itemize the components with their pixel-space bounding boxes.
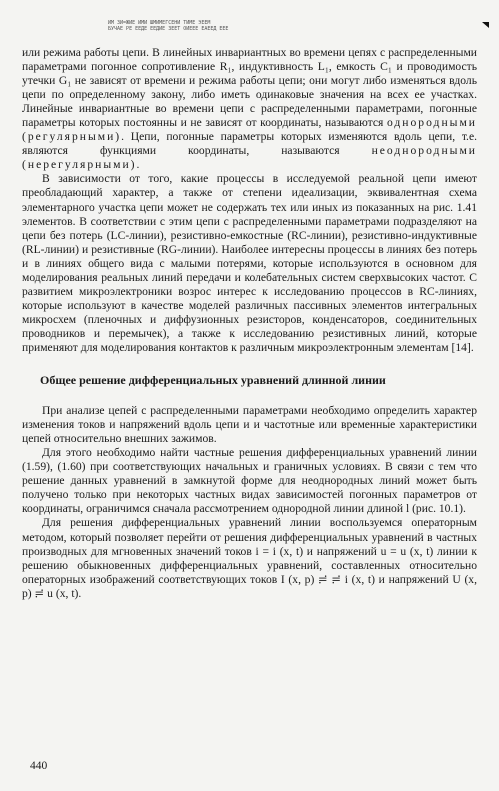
corner-mark-icon [482, 22, 489, 28]
paragraph-1-text: или режима работы цепи. В линейных инвариантных во времени цепях с распределенными параметрами погонное сопротивление R₁, индуктивность L₁, емкость C₁ и проводимость утечки G₁ не зависят от времени и режима работы цепи; они могут либо изменяться вдоль цепи по определенному закону, либо иметь одинаковые значения на всех ее участках. Линейные инвариантные во времени цепи с распределенными параметрами, погонные параметры которых постоянны и не зависят от координаты, называются [22, 46, 477, 130]
term-nonuniform: неоднородными (нерегулярными) [22, 144, 477, 172]
paragraph-5: Для решения дифференциальных уравнений линии воспользуемся операторным методом, который позволяет перейти от решения дифференциальных уравнений в частных производных для мгновенных значений токов i = i (x, t) и напряжений u = u (x, t) линии к решению обыкновенных дифференциальных уравнений, составленных относительно операторных изображений соответствующих токов I (x, p) ≓ ≓ i (x, t) и напряжений U (x, p) ≓ u (x, t). [22, 516, 477, 600]
stamp-line-1: ИМ ЗИ=ЖИЕ ИМИ ШМИМЕГСЕНИ ТИМЕ ЭЕЕМ [108, 20, 211, 26]
paragraph-1 [22, 46, 477, 172]
library-stamp [108, 20, 228, 32]
term-uniform: однородными (регулярными) [22, 116, 477, 144]
page-body [22, 46, 477, 601]
paragraph-4: Для этого необходимо найти частные решения дифференциальных уравнений линии (1.59), (1.60) при соответствующих начальных и граничных условиях. В связи с тем что решение данных уравнений в замкнутой форме для неоднородных линий может быть получено только при некоторых частных видах зависимостей погонных параметров от координаты, ограничимся сначала рассмотрением однородной линии длиной l (рис. 10.1). [22, 446, 477, 516]
paragraph-2: В зависимости от того, какие процессы в исследуемой реальной цепи имеют преобладающий характер, а также от степени идеализации, эквивалентная схема элементарного участка цепи может не содержать тех или иных из показанных на рис. 1.41 элементов. В соответствии с этим цепи с распределенными параметрами подразделяют на цепи без потерь (LC-линии), резистивно-емкостные (RC-линии), резистивно-индуктивные (RL-линии) и резистивные (RG-линии). Наиболее интересны процессы в линиях без потерь и в линиях общего вида с малыми потерями, которые используются в основном для моделирования реальных линий передачи и колебательных систем сверхвысоких частот. С развитием микроэлектроники возрос интерес к исследованию процессов в RC-линиях, которые используют в качестве моделей различных пассивных элементов интегральных микросхем (пленочных и диффузионных резисторов, конденсаторов, соединительных проводников и перемычек), а также к исследованию резистивных линий, которые применяют для моделирования контактов к различным микроэлектронным элементам [14]. [22, 172, 477, 354]
stamp-line-2: БУЧАЕ РЕ ЕЕДЕ ЕЕДИЕ ЗЕЕТ ОИЕЕЕ ЕАЕЕД ЕЕЕ [108, 26, 229, 32]
section-heading: Общее решение дифференциальных уравнений длинной линии [40, 373, 386, 388]
paragraph-3: При анализе цепей с распределенными параметрами необходимо определить характер изменения токов и напряжений вдоль цепи и и частотные или временны́е характеристики цепей относительно внешних зажимов. [22, 404, 477, 446]
paragraph-1-end: . [136, 158, 140, 172]
page-number: 440 [30, 760, 48, 772]
paragraph-1-mid: . Цепи, погонные параметры которых изменяются вдоль цепи, т.е. являются функциями координаты, называются [22, 130, 477, 158]
